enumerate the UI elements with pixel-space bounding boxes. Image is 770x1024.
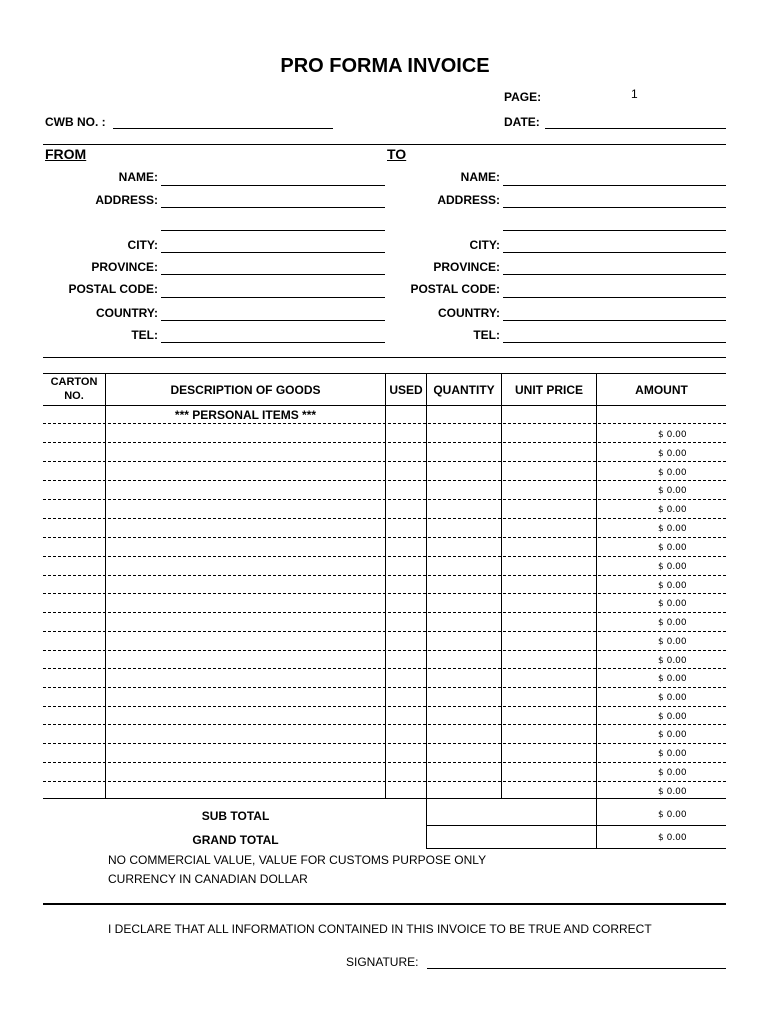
col-divider-quantity [501,373,502,798]
row-separator [43,423,726,424]
table-top-rule-1 [43,357,726,358]
row-amount: $ 0.00 [658,656,687,666]
row-separator [43,668,726,669]
row-separator [43,518,726,519]
row-amount: $ 0.00 [658,674,687,684]
row-amount: $ 0.00 [658,712,687,722]
page-title: PRO FORMA INVOICE [280,55,490,77]
row-separator [43,762,726,763]
row-amount: $ 0.00 [658,618,687,628]
row-amount: $ 0.00 [658,486,687,496]
row-amount: $ 0.00 [658,449,687,459]
signature-field[interactable] [427,968,726,969]
from-city-field[interactable] [161,252,385,253]
to-city-field[interactable] [503,252,726,253]
from-address-field-2[interactable] [161,230,385,231]
page-label: PAGE: [504,90,542,104]
row-separator [43,706,726,707]
to-address-field[interactable] [503,207,726,208]
row-amount: $ 0.00 [658,749,687,759]
row-separator [43,556,726,557]
row-separator [43,781,726,782]
row-separator [43,461,726,462]
row-separator [43,724,726,725]
note-no-commercial-value: NO COMMERCIAL VALUE, VALUE FOR CUSTOMS PURPOSE ONLY [108,853,487,867]
to-country-field[interactable] [503,320,726,321]
from-country-field[interactable] [161,320,385,321]
from-address-field[interactable] [161,207,385,208]
sub-total-rule [426,825,726,826]
row-amount: $ 0.00 [658,524,687,534]
from-name-field[interactable] [161,185,385,186]
grand-total-value: $ 0.00 [658,833,687,843]
to-tel-field[interactable] [503,342,726,343]
description-header: DESCRIPTION OF GOODS [170,383,321,397]
quantity-header: QUANTITY [433,383,495,397]
to-city-label: CITY: [469,238,500,252]
cwb-field[interactable] [113,128,333,129]
row-amount: $ 0.00 [658,787,687,797]
col-divider-unit-price [596,373,597,848]
row-separator [43,593,726,594]
from-top-rule [43,144,726,145]
row-amount: $ 0.00 [658,581,687,591]
to-address-label: ADDRESS: [437,193,500,207]
row-separator [43,537,726,538]
page-number: 1 [631,87,638,101]
grand-total-label: GRAND TOTAL [192,833,279,847]
row-separator [43,612,726,613]
row-separator [43,575,726,576]
rows-bottom-rule [43,798,726,799]
signature-label: SIGNATURE: [346,955,419,969]
to-postal-code-label: POSTAL CODE: [410,282,500,296]
row-separator [43,499,726,500]
row-separator [43,650,726,651]
to-postal-code-field[interactable] [503,297,726,298]
row-amount: $ 0.00 [658,562,687,572]
row-amount: $ 0.00 [658,637,687,647]
used-header: USED [389,383,423,397]
cwb-label: CWB NO. : [45,115,106,129]
row-amount: $ 0.00 [658,768,687,778]
row-separator [43,743,726,744]
to-country-label: COUNTRY: [438,306,500,320]
declaration-text: I DECLARE THAT ALL INFORMATION CONTAINED IN THIS INVOICE TO BE TRUE AND CORRECT [108,922,652,936]
row-amount: $ 0.00 [658,468,687,478]
row-amount: $ 0.00 [658,430,687,440]
to-address-field-2[interactable] [503,230,726,231]
row-separator [43,480,726,481]
from-city-label: CITY: [127,238,158,252]
to-heading: TO [387,146,407,162]
col-divider-used [426,373,427,848]
from-postal-code-label: POSTAL CODE: [68,282,158,296]
date-label: DATE: [504,115,540,129]
from-country-label: COUNTRY: [96,306,158,320]
carton-header-line1: CARTON [50,376,98,388]
amount-header: AMOUNT [635,383,688,397]
note-currency: CURRENCY IN CANADIAN DOLLAR [108,872,308,886]
to-name-field[interactable] [503,185,726,186]
from-province-field[interactable] [161,274,385,275]
date-field[interactable] [545,128,726,129]
row-amount: $ 0.00 [658,599,687,609]
carton-header-line2: NO. [64,390,84,402]
row-separator [43,442,726,443]
from-heading: FROM [45,146,87,162]
row-amount: $ 0.00 [658,693,687,703]
from-tel-field[interactable] [161,342,385,343]
declaration-rule [43,903,726,905]
to-province-field[interactable] [503,274,726,275]
row-separator [43,631,726,632]
sub-total-value: $ 0.00 [658,810,687,820]
col-divider-carton [105,373,106,798]
from-address-label: ADDRESS: [95,193,158,207]
sub-total-label: SUB TOTAL [201,809,270,823]
grand-total-rule [426,848,726,849]
from-province-label: PROVINCE: [91,260,158,274]
to-tel-label: TEL: [473,328,500,342]
to-province-label: PROVINCE: [433,260,500,274]
row-separator [43,687,726,688]
unit-price-header: UNIT PRICE [514,383,583,397]
row-amount: $ 0.00 [658,505,687,515]
from-name-label: NAME: [118,170,158,184]
row-amount: $ 0.00 [658,543,687,553]
personal-items-label: *** PERSONAL ITEMS *** [174,408,317,422]
row-amount: $ 0.00 [658,730,687,740]
to-name-label: NAME: [460,170,500,184]
from-postal-code-field[interactable] [161,297,385,298]
col-divider-description [385,373,386,798]
from-tel-label: TEL: [131,328,158,342]
